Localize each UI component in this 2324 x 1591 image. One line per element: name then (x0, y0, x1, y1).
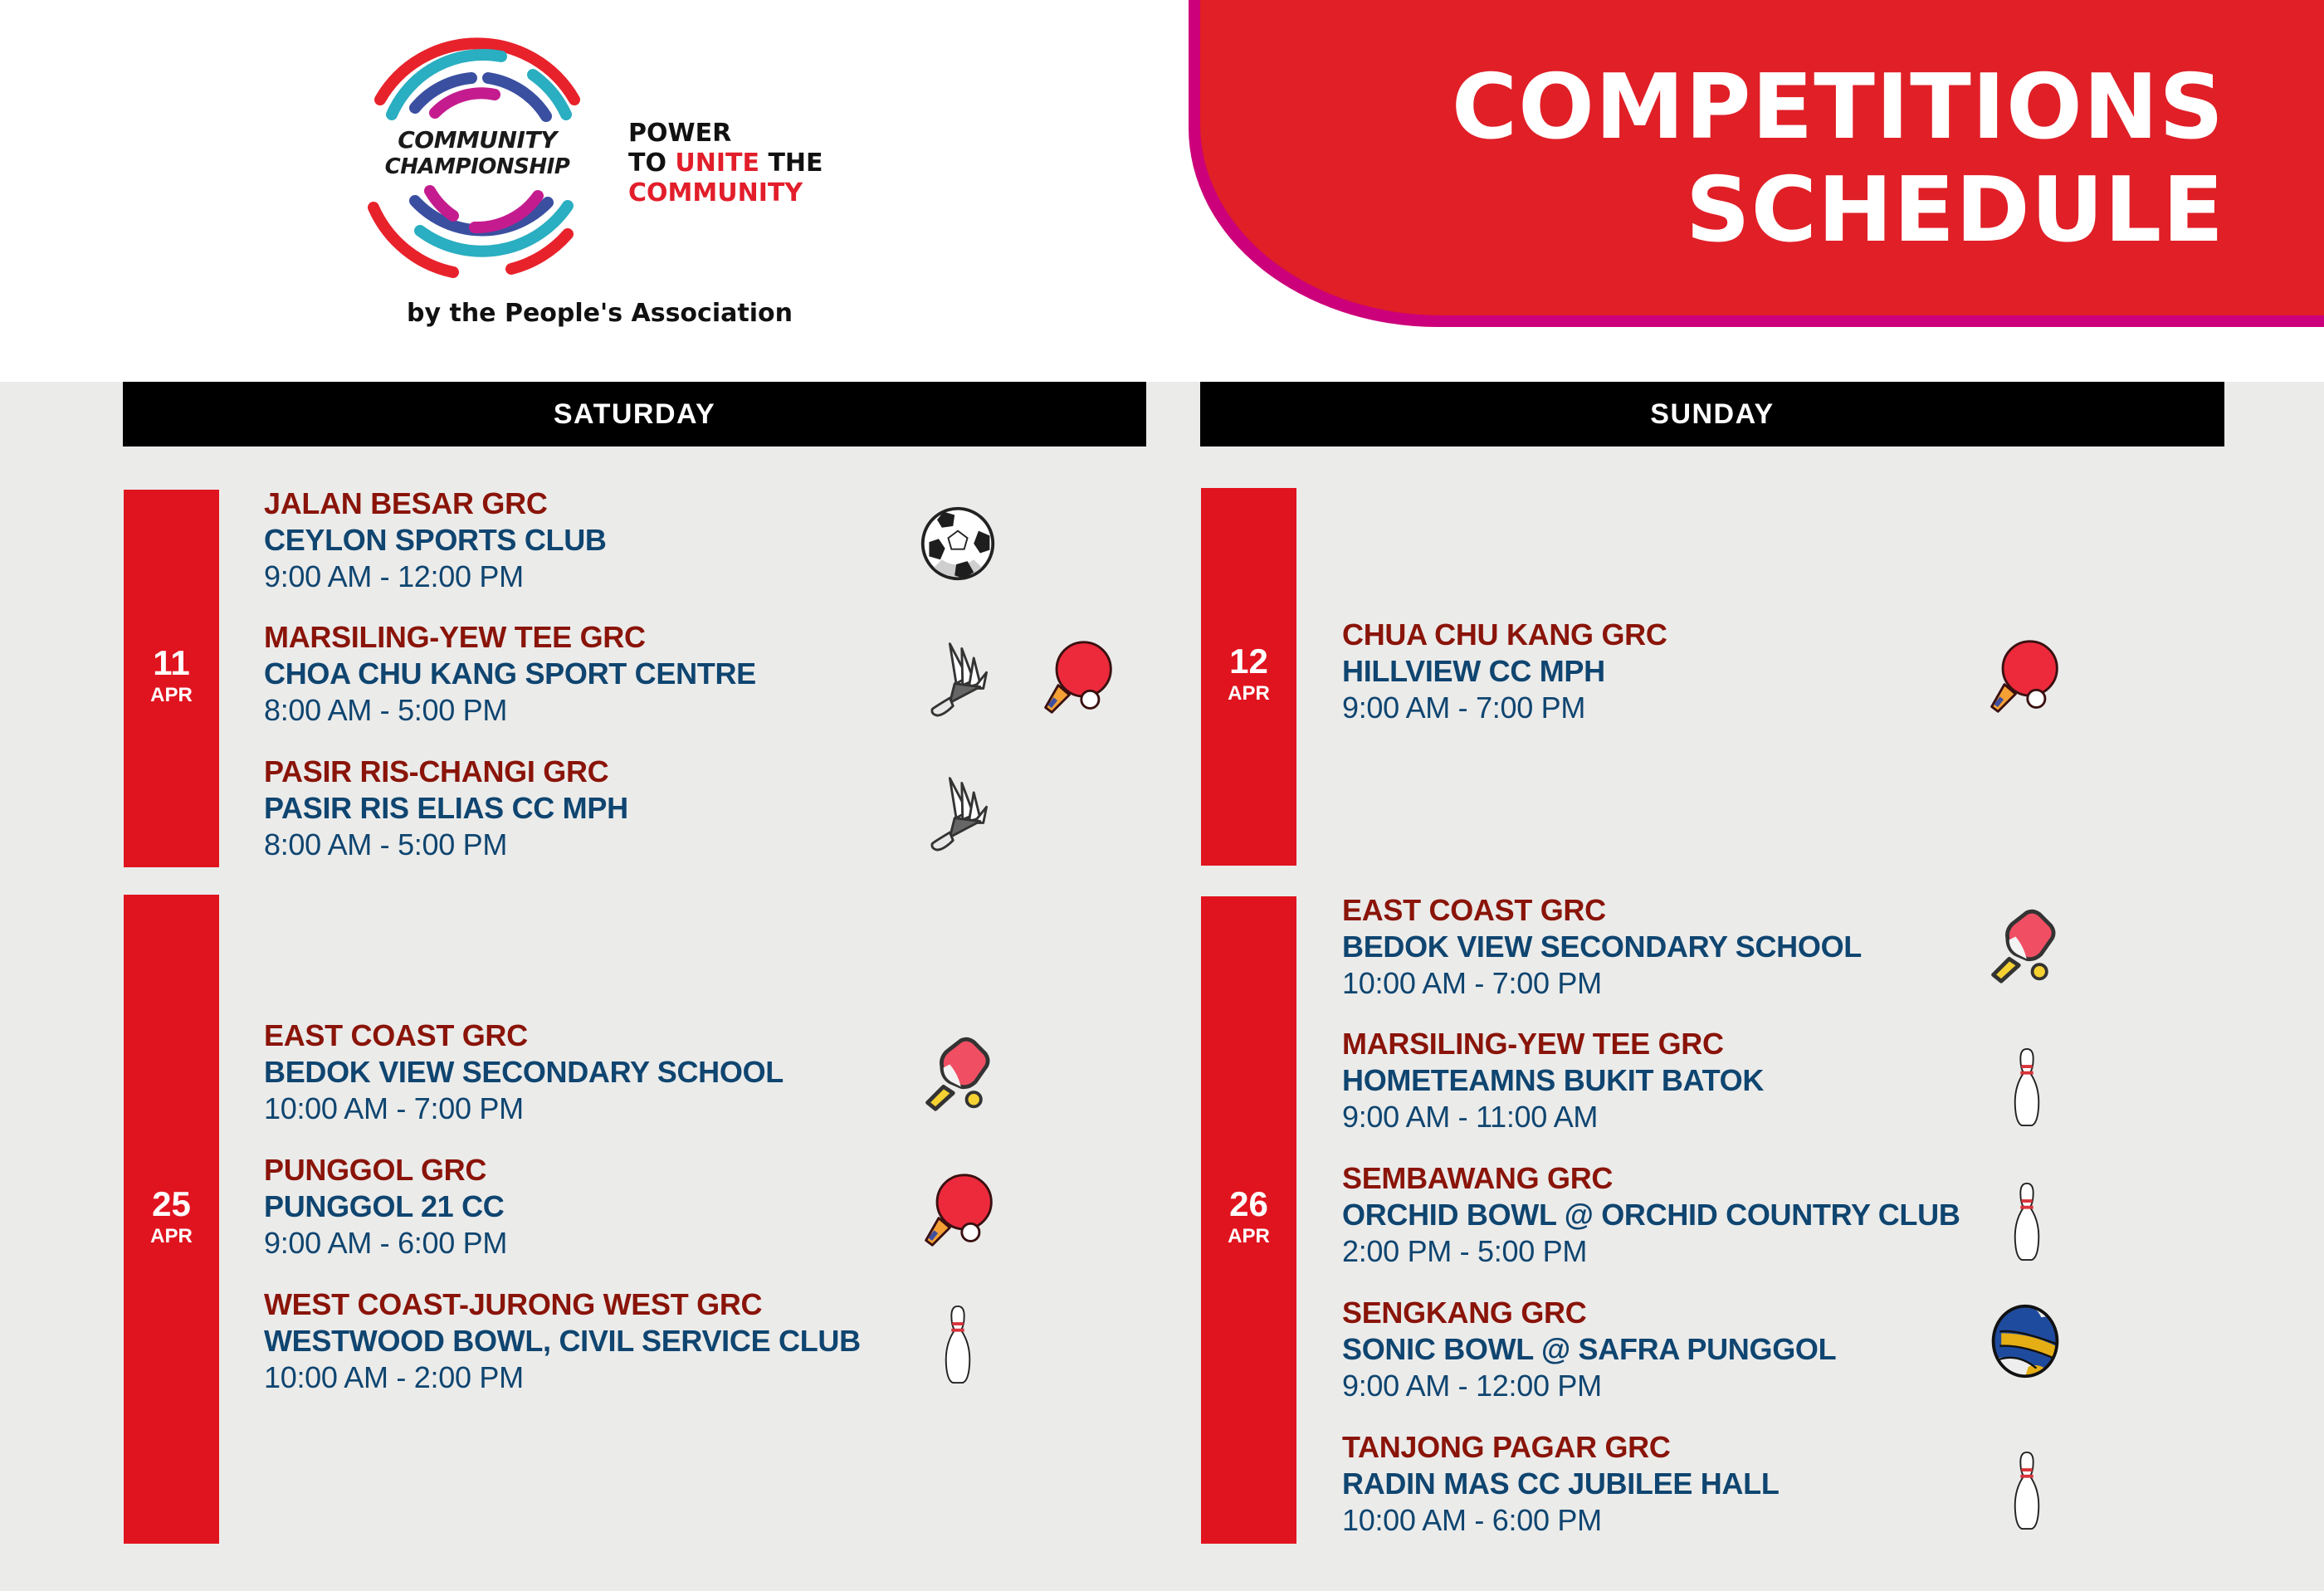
event-grc: MARSILING-YEW TEE GRC (1342, 1027, 1724, 1061)
event-venue: HILLVIEW CC MPH (1342, 654, 1605, 688)
event-venue: RADIN MAS CC JUBILEE HALL (1342, 1467, 1780, 1501)
page-title (1452, 56, 2224, 262)
date-block-sat-25-apr (124, 895, 219, 1544)
bowling-pin-icon (918, 1305, 998, 1384)
tagline-suffix: THE (759, 149, 823, 178)
event-item (1342, 892, 2006, 1002)
event-item (264, 1286, 928, 1396)
date-day: 26 (1229, 1184, 1268, 1223)
page-title-line-2: SCHEDULE (1685, 159, 2224, 262)
tagline-highlight: UNITE (675, 149, 760, 178)
event-item (1342, 1429, 2006, 1539)
date-block-sat-11-apr (124, 490, 219, 867)
event-grc: TANJONG PAGAR GRC (1342, 1430, 1671, 1464)
tagline-line-2 (628, 149, 823, 178)
event-time: 10:00 AM - 7:00 PM (1342, 966, 1602, 1000)
pickleball-paddle-icon (918, 1034, 998, 1114)
tagline-prefix: TO (628, 149, 676, 178)
event-venue: ORCHID BOWL @ ORCHID COUNTRY CLUB (1342, 1198, 1960, 1232)
date-block-sun-12-apr (1201, 488, 1296, 866)
bowling-pin-icon (1987, 1047, 2067, 1127)
event-time: 10:00 AM - 2:00 PM (264, 1360, 524, 1394)
event-item (264, 486, 928, 595)
event-grc: WEST COAST-JURONG WEST GRC (264, 1287, 763, 1321)
tagline-line-1: POWER (628, 119, 732, 148)
logo-wordmark (349, 126, 606, 181)
event-time: 10:00 AM - 7:00 PM (264, 1091, 524, 1125)
badminton-shuttlecock-icon (918, 637, 998, 717)
event-item (1342, 617, 2006, 726)
event-venue: BEDOK VIEW SECONDARY SCHOOL (1342, 930, 1862, 964)
event-grc: SENGKANG GRC (1342, 1296, 1587, 1330)
event-grc: EAST COAST GRC (1342, 893, 1606, 927)
page-title-line-1: COMPETITIONS (1451, 56, 2224, 159)
event-venue: BEDOK VIEW SECONDARY SCHOOL (264, 1055, 784, 1089)
event-time: 9:00 AM - 7:00 PM (1342, 691, 1586, 725)
event-venue: SONIC BOWL @ SAFRA PUNGGOL (1342, 1332, 1837, 1366)
logo-line-1: COMMUNITY (398, 126, 557, 154)
event-time: 9:00 AM - 12:00 PM (1342, 1369, 1602, 1403)
event-item (264, 754, 928, 863)
table-tennis-paddle-icon (1984, 637, 2063, 716)
date-month: APR (1228, 682, 1270, 705)
date-block-sun-26-apr (1201, 896, 1296, 1544)
day-header-saturday: SATURDAY (123, 382, 1146, 447)
event-item (264, 1152, 928, 1262)
event-grc: SEMBAWANG GRC (1342, 1161, 1614, 1195)
event-item (1342, 1026, 2006, 1135)
event-time: 8:00 AM - 5:00 PM (264, 827, 508, 861)
event-venue: CEYLON SPORTS CLUB (264, 523, 607, 557)
pickleball-paddle-icon (1984, 906, 2063, 986)
football-icon (918, 504, 998, 583)
event-time: 2:00 PM - 5:00 PM (1342, 1234, 1588, 1268)
event-time: 9:00 AM - 6:00 PM (264, 1226, 508, 1260)
event-item (264, 1018, 928, 1127)
event-item (1342, 1295, 2006, 1404)
date-day: 11 (153, 643, 190, 682)
event-grc: MARSILING-YEW TEE GRC (264, 620, 646, 654)
table-tennis-paddle-icon (918, 1170, 998, 1250)
event-grc: PASIR RIS-CHANGI GRC (264, 754, 609, 788)
event-item (264, 619, 928, 729)
badminton-shuttlecock-icon (918, 772, 998, 852)
event-time: 9:00 AM - 11:00 AM (1342, 1100, 1599, 1134)
event-time: 10:00 AM - 6:00 PM (1342, 1503, 1602, 1537)
event-venue: CHOA CHU KANG SPORT CENTRE (264, 656, 756, 691)
date-month: APR (1228, 1225, 1270, 1247)
header (0, 0, 2324, 382)
byline: by the People's Association (407, 299, 793, 328)
tagline-line-3: COMMUNITY (628, 178, 803, 207)
date-month: APR (150, 684, 193, 706)
event-item (1342, 1160, 2006, 1270)
logo-line-2: CHAMPIONSHIP (384, 154, 570, 179)
tagline (628, 119, 823, 208)
volleyball-icon (1985, 1301, 2065, 1381)
event-venue: PUNGGOL 21 CC (264, 1189, 505, 1223)
day-header-sunday: SUNDAY (1200, 382, 2224, 447)
bowling-pin-icon (1987, 1451, 2067, 1530)
event-time: 9:00 AM - 12:00 PM (264, 559, 524, 593)
event-venue: PASIR RIS ELIAS CC MPH (264, 791, 628, 825)
event-grc: EAST COAST GRC (264, 1018, 528, 1052)
event-venue: WESTWOOD BOWL, CIVIL SERVICE CLUB (264, 1324, 861, 1358)
community-championship-logo (349, 25, 606, 290)
table-tennis-paddle-icon (1038, 637, 1117, 717)
event-grc: PUNGGOL GRC (264, 1153, 487, 1187)
event-grc: CHUA CHU KANG GRC (1342, 617, 1667, 652)
event-grc: JALAN BESAR GRC (264, 486, 548, 520)
bowling-pin-icon (1987, 1182, 2067, 1262)
date-day: 12 (1229, 642, 1268, 681)
date-day: 25 (152, 1184, 191, 1223)
event-venue: HOMETEAMNS BUKIT BATOK (1342, 1063, 1765, 1097)
date-month: APR (150, 1225, 193, 1247)
event-time: 8:00 AM - 5:00 PM (264, 693, 508, 727)
